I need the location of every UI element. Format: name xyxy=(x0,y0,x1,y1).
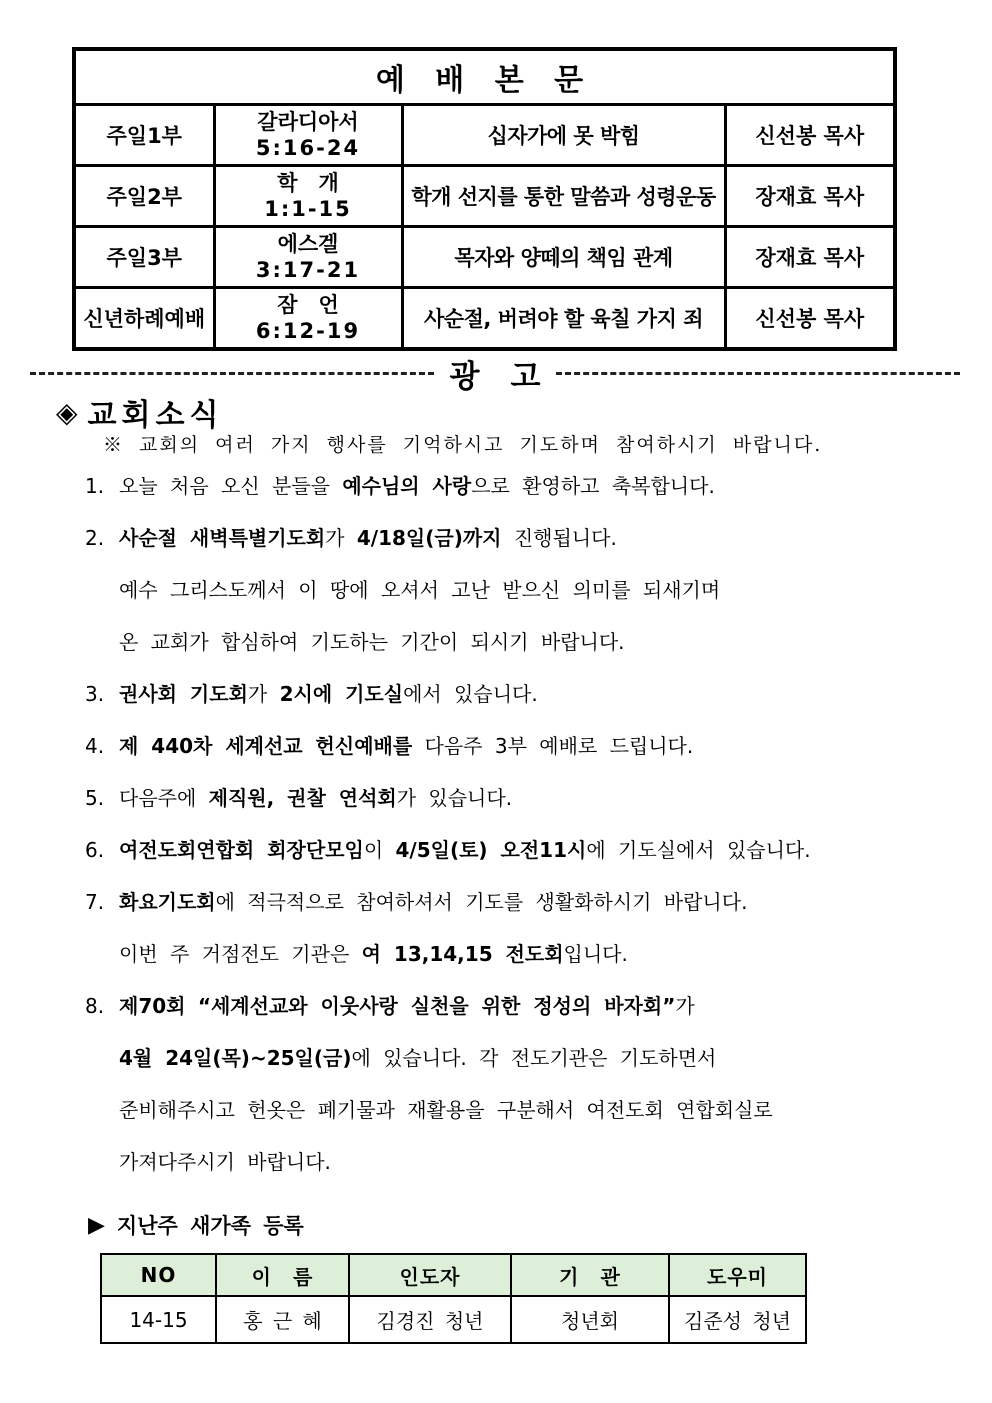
new-family-column-header: NO xyxy=(101,1254,216,1296)
announcement-text-bold: 여 13,14,15 전도회 xyxy=(361,942,564,966)
announcement-text: 다음주 3부 예배로 드립니다. xyxy=(412,734,694,758)
diamond-icon: ◈ xyxy=(56,395,78,429)
worship-service-cell: 주일3부 xyxy=(74,227,214,288)
announcement-item-line xyxy=(85,824,965,876)
new-family-column-header: 도우미 xyxy=(669,1254,806,1296)
announcement-text-bold: 4/18일(금)까지 xyxy=(356,526,502,550)
scripture-book: 에스겔 xyxy=(277,232,339,256)
announcement-text xyxy=(185,994,197,1018)
worship-sermon-cell: 목자와 양떼의 책임 관계 xyxy=(402,227,725,288)
worship-scripture-cell xyxy=(214,227,402,288)
announcement-number: 8. xyxy=(85,994,105,1018)
announcement-item-line xyxy=(85,772,965,824)
divider-dash-right xyxy=(556,372,960,375)
announcement-text: 에 있습니다. 각 전도기관은 기도하면서 xyxy=(351,1046,717,1070)
announcement-text-bold: “세계선교와 이웃사랑 실천을 위한 정성의 바자회” xyxy=(197,994,676,1018)
announcement-text: 에서 있습니다. xyxy=(403,682,538,706)
announcement-list xyxy=(85,460,965,1188)
announcement-text-bold: 예수님의 사랑 xyxy=(342,474,472,498)
new-family-title: 지난주 새가족 등록 xyxy=(116,1214,304,1238)
new-family-cell: 김경진 청년 xyxy=(349,1296,511,1343)
worship-pastor-cell: 장재효 목사 xyxy=(725,227,895,288)
announcement-number: 4. xyxy=(85,734,105,758)
announcements-divider xyxy=(30,352,960,394)
worship-row xyxy=(74,166,895,227)
worship-table-title: 예 배 본 문 xyxy=(74,49,895,105)
announcement-text: 가 xyxy=(325,526,357,550)
announcement-number: 7. xyxy=(85,890,105,914)
announcement-number: 1. xyxy=(85,474,105,498)
announcement-text: 으로 환영하고 축복합니다. xyxy=(471,474,715,498)
new-family-cell: 홍 근 혜 xyxy=(216,1296,349,1343)
announcement-text-bold: 4월 24일(목)~25일(금) xyxy=(119,1046,352,1070)
announcement-text-bold: 4/5일(토) 오전11시 xyxy=(395,838,587,862)
new-family-column-header: 이 름 xyxy=(216,1254,349,1296)
announcement-item-line xyxy=(85,980,965,1032)
worship-sermon-cell: 십자가에 못 박힘 xyxy=(402,105,725,166)
new-family-cell: 14-15 xyxy=(101,1296,216,1343)
worship-row xyxy=(74,227,895,288)
announcement-item-line xyxy=(85,720,965,772)
announcement-continuation-line xyxy=(85,1084,965,1136)
new-family-cell: 김준성 청년 xyxy=(669,1296,806,1343)
announcement-text: 예수 그리스도께서 이 땅에 오셔서 고난 받으신 의미를 되새기며 xyxy=(119,578,721,602)
worship-pastor-cell: 장재효 목사 xyxy=(725,166,895,227)
announcement-continuation-line xyxy=(85,616,965,668)
announcement-item-line xyxy=(85,668,965,720)
scripture-book: 잠 언 xyxy=(277,293,339,317)
new-family-section xyxy=(88,1205,848,1344)
divider-dash-left xyxy=(30,372,434,375)
announcement-item-line xyxy=(85,876,965,928)
worship-sermon-cell: 학개 선지를 통한 말씀과 성령운동 xyxy=(402,166,725,227)
worship-sermon-cell: 사순절, 버려야 할 육칠 가지 죄 xyxy=(402,288,725,350)
announcement-text: 준비해주시고 헌옷은 폐기물과 재활용을 구분해서 여전도회 연합회실로 xyxy=(119,1098,773,1122)
church-news-note: ※ 교회의 여러 가지 행사를 기억하시고 기도하며 참여하시기 바랍니다. xyxy=(103,434,823,456)
new-family-table-head xyxy=(101,1254,806,1296)
new-family-row xyxy=(101,1296,806,1343)
worship-row xyxy=(74,288,895,350)
new-family-header xyxy=(88,1205,848,1245)
announcement-item-line xyxy=(85,460,965,512)
scripture-book: 학 개 xyxy=(277,171,339,195)
scripture-verse: 5:16-24 xyxy=(255,136,361,160)
announcement-continuation-line xyxy=(85,1032,965,1084)
announcement-text-bold: 여전도회연합회 회장단모임 xyxy=(119,838,364,862)
new-family-column-header: 기 관 xyxy=(511,1254,669,1296)
announcement-text: 가 xyxy=(675,994,695,1018)
announcement-continuation-line xyxy=(85,1136,965,1188)
announcement-text: 진행됩니다. xyxy=(501,526,617,550)
announcement-text-bold: 사순절 새벽특별기도회 xyxy=(119,526,326,550)
announcement-continuation-line xyxy=(85,928,965,980)
church-news-header xyxy=(56,390,223,434)
announcement-item-line xyxy=(85,512,965,564)
announcement-number: 6. xyxy=(85,838,105,862)
scripture-verse: 6:12-19 xyxy=(255,319,361,343)
announcement-text-bold: 권사회 기도회 xyxy=(119,682,248,706)
announcement-text: 이 xyxy=(363,838,396,862)
announcement-text-bold: 제70회 xyxy=(119,994,186,1018)
announcement-number: 5. xyxy=(85,786,105,810)
announcement-text: 오늘 처음 오신 분들을 xyxy=(119,474,343,498)
announcement-text: 입니다. xyxy=(563,942,628,966)
announcement-text: 가 xyxy=(247,682,280,706)
announcement-text-bold: 제직원, 권찰 연석회 xyxy=(208,786,397,810)
worship-scripture-cell xyxy=(214,288,402,350)
announcement-text-bold: 제 440차 세계선교 헌신예배를 xyxy=(119,734,413,758)
new-family-column-header: 인도자 xyxy=(349,1254,511,1296)
new-family-table xyxy=(100,1253,807,1344)
worship-pastor-cell: 신선봉 목사 xyxy=(725,105,895,166)
announcement-text: 에 적극적으로 참여하셔서 기도를 생활화하시기 바랍니다. xyxy=(215,890,748,914)
announcement-number: 2. xyxy=(85,526,105,550)
worship-table xyxy=(72,47,897,351)
worship-service-cell: 주일1부 xyxy=(74,105,214,166)
worship-title-row xyxy=(74,49,895,105)
triangle-icon: ▶ xyxy=(88,1212,105,1238)
worship-table-body xyxy=(74,49,895,349)
announcement-text-bold: 2시에 기도실 xyxy=(279,682,404,706)
worship-pastor-cell: 신선봉 목사 xyxy=(725,288,895,350)
church-news-title: 교회소식 xyxy=(87,398,224,433)
new-family-table-body xyxy=(101,1296,806,1343)
announcement-text: 이번 주 거점전도 기관은 xyxy=(119,942,362,966)
worship-scripture-cell xyxy=(214,105,402,166)
announcement-text: 가져다주시기 바랍니다. xyxy=(119,1150,331,1174)
announcements-section-title: 광 고 xyxy=(449,358,541,395)
announcement-text: 온 교회가 합심하여 기도하는 기간이 되시기 바랍니다. xyxy=(119,630,625,654)
announcement-text: 다음주에 xyxy=(119,786,209,810)
scripture-verse: 3:17-21 xyxy=(255,258,361,282)
worship-service-cell: 주일2부 xyxy=(74,166,214,227)
worship-row xyxy=(74,105,895,166)
worship-service-cell: 신년하례예배 xyxy=(74,288,214,350)
scripture-book: 갈라디아서 xyxy=(257,110,359,134)
new-family-cell: 청년회 xyxy=(511,1296,669,1343)
new-family-header-row xyxy=(101,1254,806,1296)
announcement-text: 가 있습니다. xyxy=(396,786,513,810)
announcement-text: 에 기도실에서 있습니다. xyxy=(586,838,811,862)
announcement-text-bold: 화요기도회 xyxy=(119,890,216,914)
announcement-number: 3. xyxy=(85,682,105,706)
scripture-verse: 1:1-15 xyxy=(264,197,352,221)
worship-scripture-cell xyxy=(214,166,402,227)
announcement-continuation-line xyxy=(85,564,965,616)
